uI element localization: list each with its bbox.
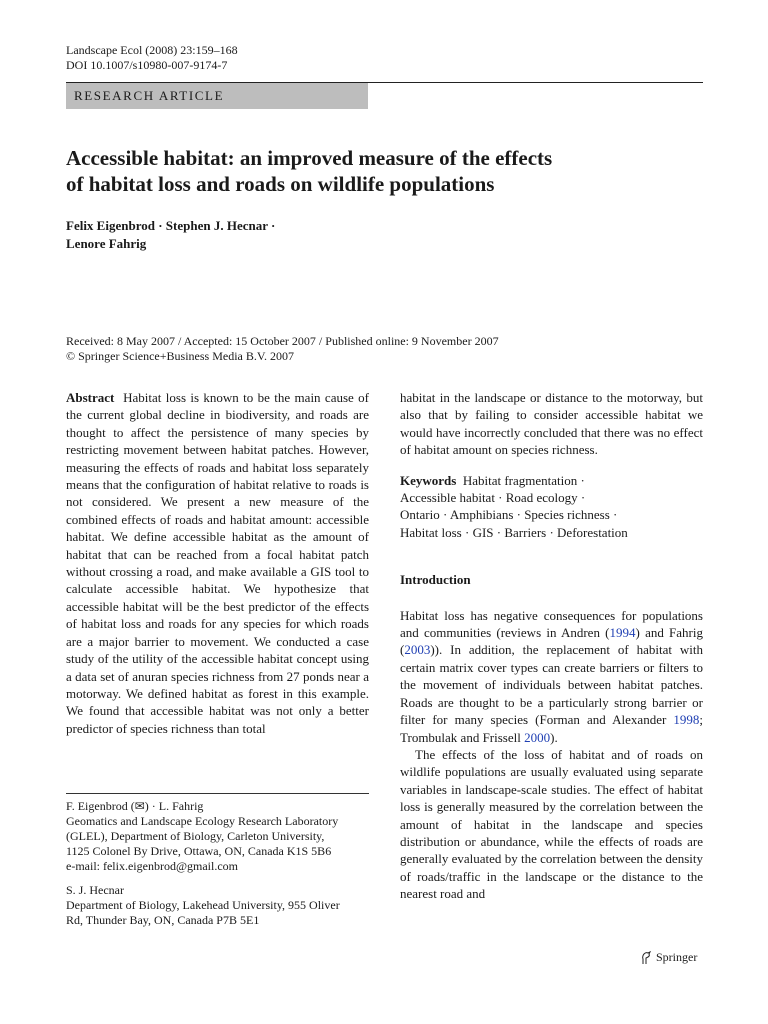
article-type-banner: RESEARCH ARTICLE <box>66 83 368 109</box>
copyright: © Springer Science+Business Media B.V. 2007 <box>66 349 294 363</box>
affiliation-1-names <box>66 799 369 814</box>
abstract <box>66 389 369 737</box>
title-line-1: Accessible habitat: an improved measure of the effects <box>66 146 553 170</box>
abstract-text: Habitat loss is known to be the main cause of the current global decline in biodiversity, and roads are thought to affect the persistence of many species by restricting movement between habitat patches. However, measuring the effects of roads and habitat loss separately means that the configuration of habitat relative to roads is not considered. We present a new measure of the combined effects of roads and habitat amount: accessible habitat. We define accessible habitat as the amount of habitat that can be reached from a focal habitat patch without crossing a road, and make available a GIS tool to calculate accessible habitat. We hypothesize that accessible habitat will be the best predictor of the effects of habitat loss and roads for any species for which roads are a major barrier to movement. We conducted a case study of the utility of the accessible habitat concept using a data set of anuran species richness from 27 ponds near a motorway. We defined habitat as forest in this example. We found that accessible habitat was not only a better predictor of species richness than total <box>66 390 369 736</box>
citation-link[interactable]: 1994 <box>609 625 636 641</box>
citation-link[interactable]: 2003 <box>404 642 431 658</box>
introduction-heading: Introduction <box>400 572 471 588</box>
intro-text: Habitat loss has negative consequences for populations and communities (reviews in Andren ( <box>400 607 703 641</box>
affiliation-1 <box>66 799 369 874</box>
footnote-rule <box>66 793 369 794</box>
authors-line-1: Felix Eigenbrod · Stephen J. Hecnar · <box>66 218 276 233</box>
journal-doi: DOI 10.1007/s10980-007-9174-7 <box>66 58 228 72</box>
affiliation-2 <box>66 883 369 928</box>
keywords <box>400 472 703 542</box>
abstract-continuation: habitat in the landscape or distance to the motorway, but also that by failing to consider accessible habitat we would have incorrectly concluded that there was no effect of habitat amount on species richness. <box>400 390 703 458</box>
affiliation-1-line-3: (GLEL), Department of Biology, Carleton University, <box>66 829 325 843</box>
keywords-line-1: Habitat fragmentation · <box>462 472 585 488</box>
intro-text: )). In addition, the replacement of habitat with certain matrix cover types can create barriers or filters to the movement of individuals between habitat patches. Roads are thought to be a particularly strong barrier or filter for many species (Forman and Alexander <box>400 642 703 728</box>
authors-line-2: Lenore Fahrig <box>66 236 147 251</box>
introduction-paragraph-2: The effects of the loss of habitat and of roads on wildlife populations are usually evaluated using separate variables in landscape-scale studies. The effect of habitat loss is generally measured by the correlation between the amount of habitat in the landscape and species distribution or abundance, while the effects of roads are generally evaluated by the correlation between the density of roads/traffic in the landscape or the distance to the nearest road and <box>400 746 703 902</box>
publication-dates <box>66 334 499 364</box>
affiliation-1-line-4: 1125 Colonel By Drive, Ottawa, ON, Canada K1S 5B6 <box>66 844 332 858</box>
abstract-label: Abstract <box>66 390 115 405</box>
affiliation-1-email[interactable]: e-mail: felix.eigenbrod@gmail.com <box>66 859 238 873</box>
citation-link[interactable]: 1998 <box>673 712 700 728</box>
title-line-2: of habitat loss and roads on wildlife populations <box>66 172 495 196</box>
right-column <box>400 389 703 903</box>
keywords-line-3: Ontario · Amphibians · Species richness · <box>400 507 618 523</box>
intro-text: ). <box>550 729 558 745</box>
keywords-line-4: Habitat loss · GIS · Barriers · Deforestation <box>400 524 628 540</box>
affiliation-2-line-3: Rd, Thunder Bay, ON, Canada P7B 5E1 <box>66 913 260 927</box>
intro-text: ; Trombulak and Frissell <box>400 712 703 745</box>
email-envelope-icon[interactable]: ✉ <box>134 799 145 813</box>
affiliation-2-name: S. J. Hecnar <box>66 883 124 897</box>
affiliation-2-line-2: Department of Biology, Lakehead University, 955 Oliver <box>66 898 340 912</box>
keywords-line-2: Accessible habitat · Road ecology · <box>400 490 586 506</box>
springer-horse-icon <box>640 951 652 965</box>
author-name: F. Eigenbrod ( <box>66 799 135 813</box>
publisher-logo <box>640 950 697 965</box>
introduction-paragraph-1 <box>400 607 703 746</box>
intro-text: ) and Fahrig ( <box>400 625 703 658</box>
citation-link[interactable]: 2000 <box>524 729 551 745</box>
journal-citation: Landscape Ecol (2008) 23:159–168 <box>66 43 238 57</box>
authors <box>66 217 275 253</box>
journal-header <box>66 43 238 73</box>
left-column <box>66 389 369 737</box>
publisher-name: Springer <box>656 950 698 964</box>
author-name: ) · L. Fahrig <box>144 799 204 813</box>
affiliation-1-line-2: Geomatics and Landscape Ecology Research Laboratory <box>66 814 339 828</box>
article-title <box>66 145 666 197</box>
dates-received: Received: 8 May 2007 / Accepted: 15 October 2007 / Published online: 9 November 2007 <box>66 334 499 348</box>
keywords-label: Keywords <box>400 472 457 488</box>
